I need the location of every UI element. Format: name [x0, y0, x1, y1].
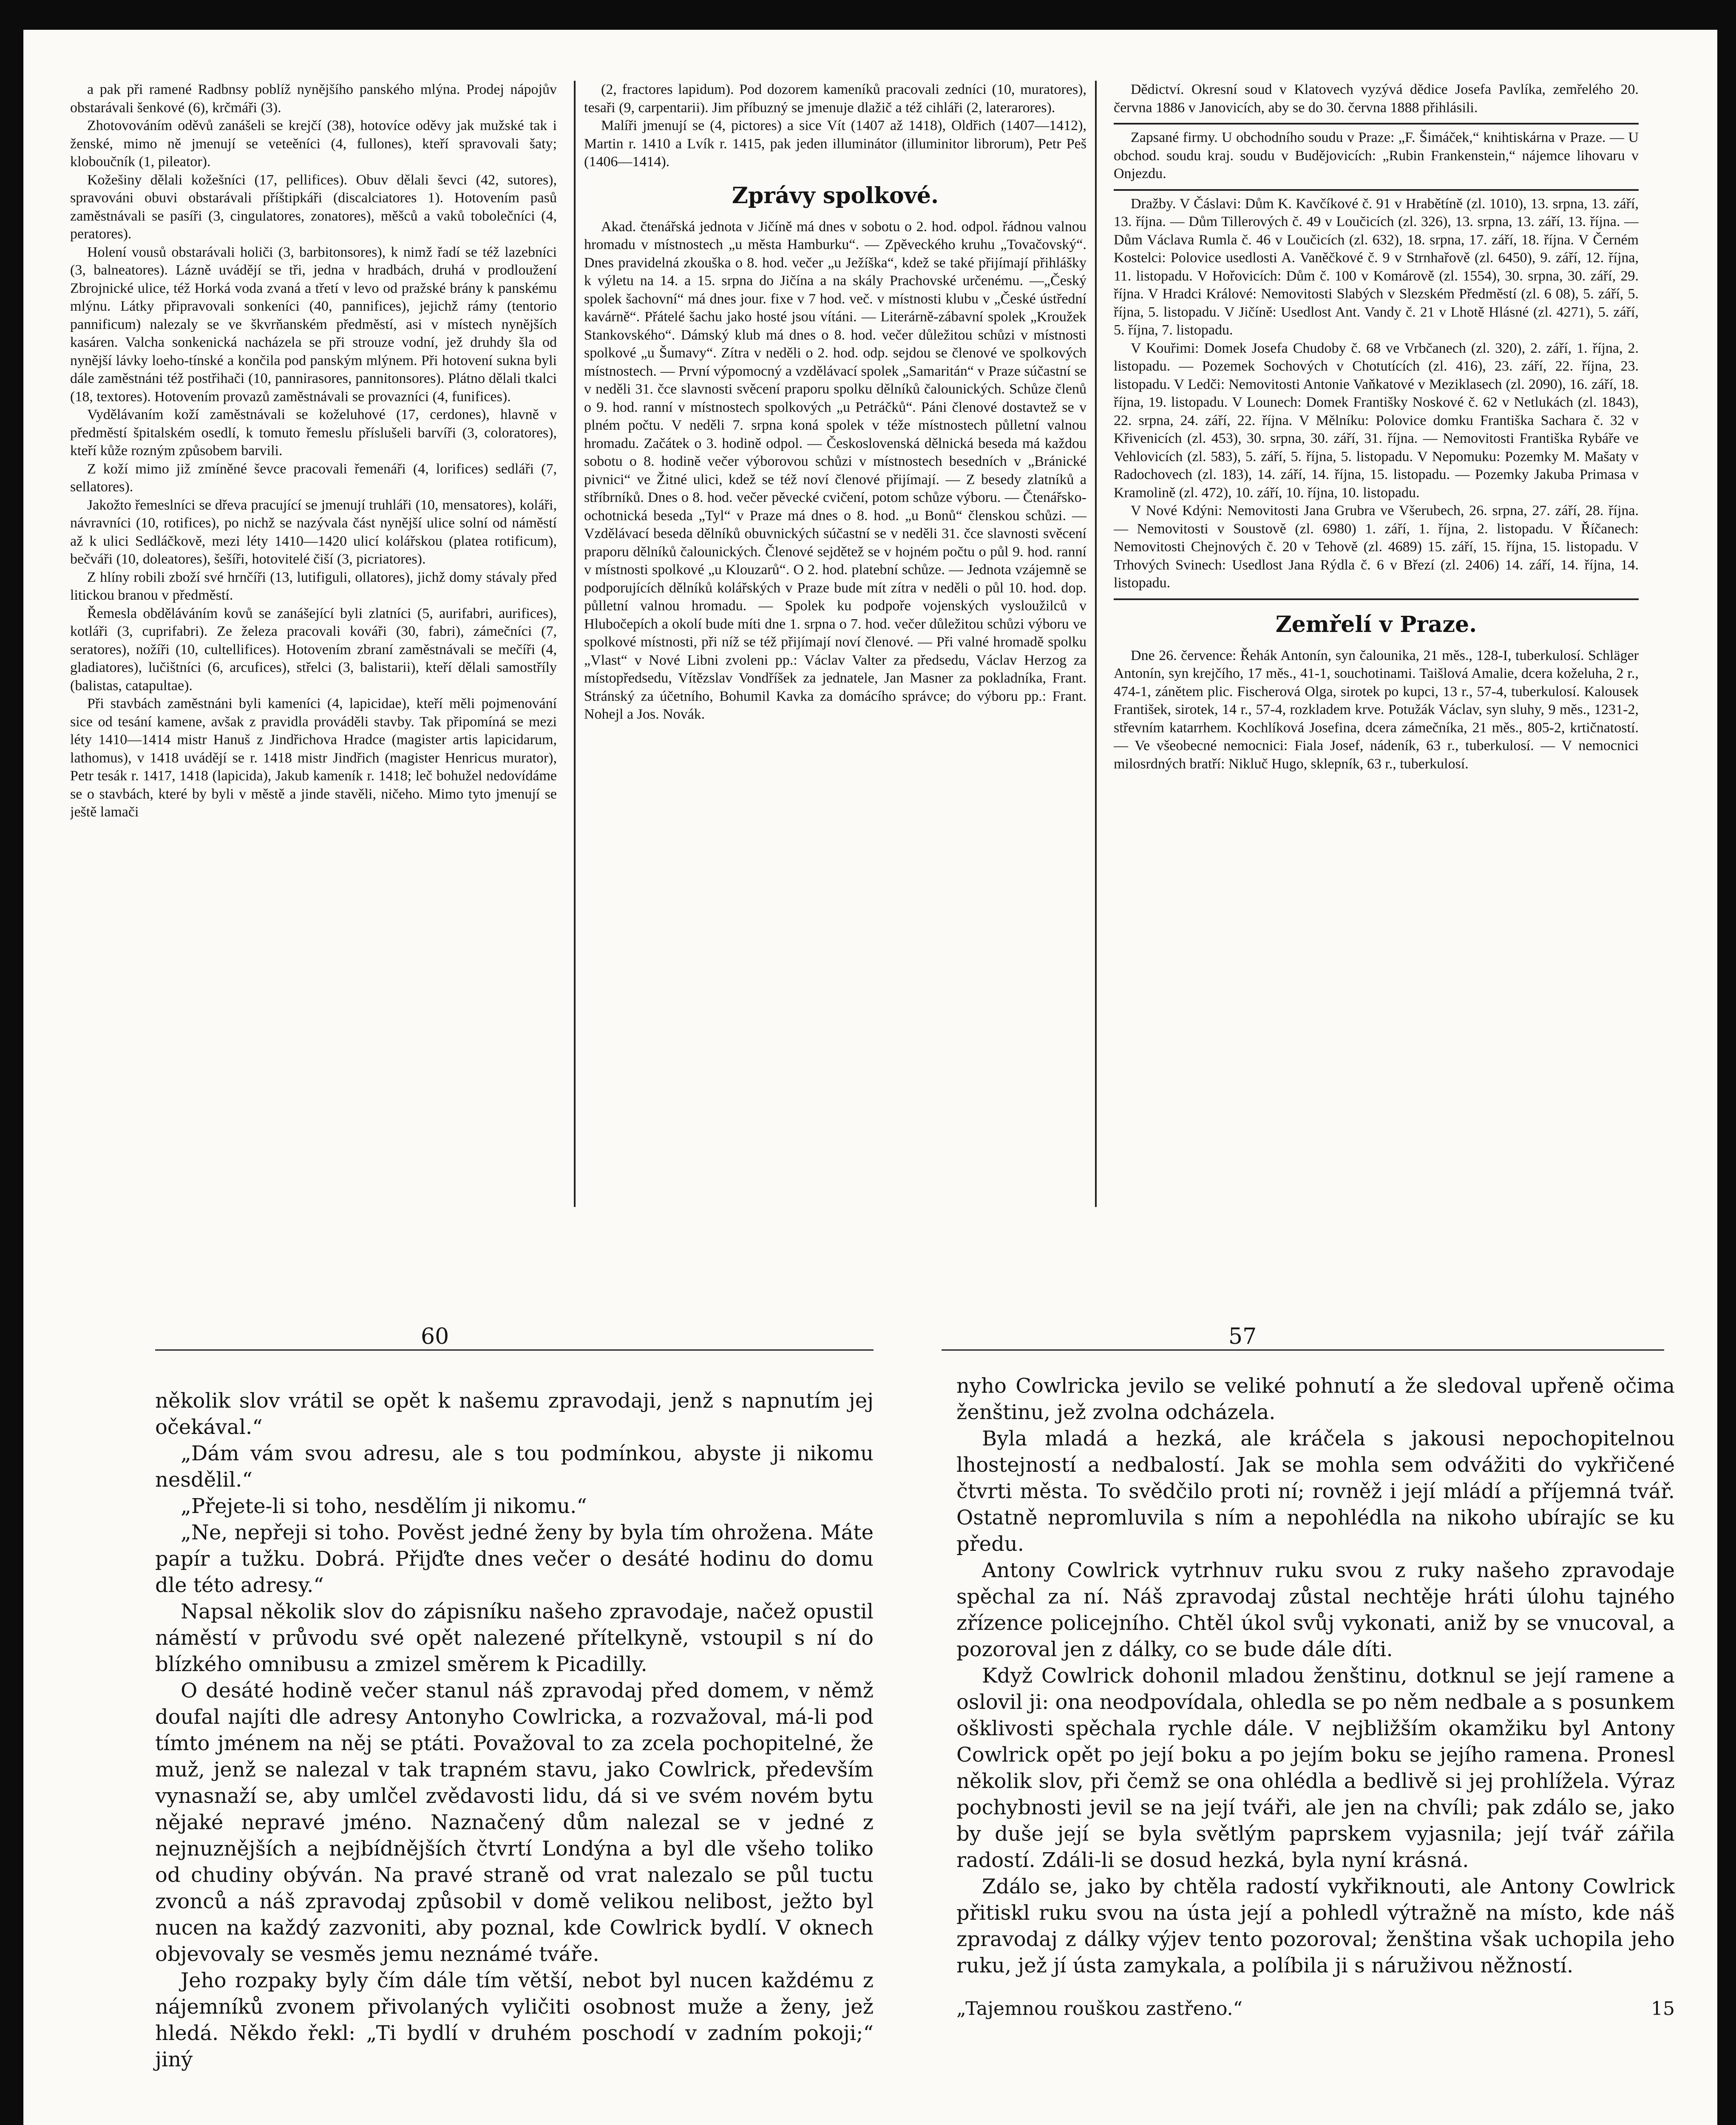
paragraph: „Dám vám svou adresu, ale s tou podmínkou, abyste ji nikomu nesdělil.“ [155, 1442, 874, 1492]
paragraph: Kožešiny dělali kožešníci (17, pellifices). Obuv dělali ševci (42, sutores), spravováni obuvi obstarávali příštipkáři (discalciatores 1). Hotovením pasů zaměstnávali se pasíři (3, cingulatores, zonatores), měšců a vaků tobolečníci (4, peratores). [70, 172, 557, 242]
paragraph: nyho Cowlricka jevilo se veliké pohnutí a že sledoval upřeně očima ženštinu, jež zvolna odcházela. [956, 1374, 1675, 1424]
signature-number: 15 [1651, 1998, 1675, 2020]
paragraph: Dědictví. Okresní soud v Klatovech vyzývá dědice Josefa Pavlíka, zemřelého 20. června 1886 v Janovicích, aby se do 30. června 1888 přihlásili. [1114, 82, 1639, 116]
paragraph: Zapsané firmy. U obchodního soudu v Praze: „F. Šimáček,“ knihtiskárna v Praze. — U obchod. soudu kraj. soudu v Budějovicích: „Rubin Frankenstein,“ nájemce lihovaru v Onjezdu. [1114, 130, 1639, 181]
paragraph: Řemesla obděláváním kovů se zanášející byli zlatníci (5, aurifabri, aurifices), kotláři (3, cuprifabri). Ze železa pracovali kováři (30, fabri), zámečníci (7, seratores), nožíři (10, cultellifices). Hotovením zbraní zaměstnávali se mečíři (4, gladiatores), lučištníci (6, arcufices), střelci (3, balistarii), kteří dělali samostříly (balistas, catapultae). [70, 605, 557, 694]
paragraph: „Přejete-li si toho, nesdělím ji nikomu.“ [181, 1494, 587, 1518]
paragraph: Z koží mimo již zmíněné ševce pracovali řemenáři (4, lorifices) sedláři (7, sellatores). [70, 461, 557, 495]
paragraph: Holení vousů obstarávali holiči (3, barbitonsores), k nimž řadí se též lazebníci (3, balneatores). Lázně uvádějí se tři, jedna v hradbách, druhá v prodloužení Zbrojnické ulice, též Horká voda zvaná a třetí v levo od pražské brány k panskému mlýnu. Látky připravovali sonkeníci (40, pannifices), jejichž rámy (tentorio pannificum) nalezaly se ve škvrňanském předměstí, asi v místech nynějších kasáren. Valcha sonkenická nacházela se při strouze vodní, jež druhdy šla od nynější lávky loeho-tínské a končila pod panským mlýnem. Při hotovení sukna byli dále zaměstnáni též postřihači (10, pannirasores, pannitonsores). Plátno dělali tkalci (18, textores). Hotovením provazů zaměstnávali se provazníci (4, funifices). [70, 244, 557, 405]
page-number-rule [155, 1349, 874, 1351]
paragraph: Dne 26. července: Řehák Antonín, syn čalounika, 21 měs., 128-I, tuberkulosí. Schläger Antonín, syn krejčího, 17 měs., 41-1, souchotinami. Taišlová Amalie, dcera koželuha, 2 r., 474-1, zánětem plic. Fischerová Olga, sirotek po kupci, 13 r., 57-4, tuberkulosí. Kalousek František, sirotek, 14 r., 57-4, rozkladem krve. Potužák Václav, syn sluhy, 9 měs., 1231-2, střevním katarrhem. Kochlíková Josefina, dcera zámečníka, 21 měs., 805-2, krtičnatostí. — Ve všeobecné nemocnici: Fiala Josef, nádeník, 63 r., tuberkulosí. — V nemocnici milosrdných bratří: Nikluč Hugo, sklepník, 63 r., tuberkulosí. [1114, 647, 1639, 772]
paragraph: Když Cowlrick dohonil mladou ženštinu, dotknul se její ramene a oslovil ji: ona neodpovídala, ohledla se po něm nedbale a s posunkem ošklivosti spěchala rychle dále. V nejbližším okamžiku byl Antony Cowlrick opět po její boku a po jejím boku se jejího ramena. Pronesl několik slov, při čemž se ona ohlédla a bedlivě si jej prohlížela. Výraz pochybnosti jevil se na její tváři, ale jen na chvíli; pak zdálo se, jako by duše její se byla světlým paprskem vyjasnila; její tvář zářila radostí. Zdáli-li se dosud hezká, byla nyní krásná. [956, 1664, 1675, 1872]
paragraph: Zhotovováním oděvů zanášeli se krejčí (38), hotovíce oděvy jak mužské tak i ženské, mimo ně jmenují se veteěníci (4, fullones), kteří spravovali šaty; kloboučník (1, pileator). [70, 118, 557, 170]
paragraph: Akad. čtenářská jednota v Jičíně má dnes v sobotu o 2. hod. odpol. řádnou valnou hromadu v místnostech „u města Hamburku“. — Zpěveckého kruhu „Tovačovský“. Dnes pravidelná zkouška o 8. hod. večer „u Ježíška“, kdež se také přijímají přihlášky k výletu na 14. a 15. srpna do Jičína a na skály Prachovské určenému. —„Český spolek šachovní“ má dnes jour. fixe v 7 hod. več. v místnosti klubu v „České ústřední kavárně“. Přátelé šachu jako hosté jsou vítáni. — Literárně-zábavní spolek „Kroužek Stankovského“. Dámský klub má dnes o 8. hod. večer důležitou schůzi v místnosti spolkové „u Šumavy“. Zítra v neděli o 2. hod. odp. sejdou se členové ve spolkových místnostech. — První výpomocný a vzdělávací spolek „Samaritán“ v Praze súčastní se v neděli 31. čce slavnosti svěcení praporu spolku dělníků čalounických. Schůze členů o 9. hod. ranní v místnostech spolkových „u Petráčků“. Páni členové dostavtež se v plném počtu. V neděli 7. srpna koná spolek v téže místnostech půlletní valnou hromadu. Začátek o 3. hodině odpol. — Československá dělnická beseda má každou sobotu o 8. hodině večer výborovou schůzi v místnostech besedních v „Bránické pivnici“ ve Žitné ulici, kdež se též noví členové přijímají. — Z besedy zlatníků a stříbrníků. Dnes o 8. hod. večer pěvecké cvičení, potom schůze výboru. — Čtenářsko-ochotnická beseda „Tyl“ v Praze má dnes o 8. hod. „u Bonů“ členskou schůzi. — Vzdělávací beseda dělníků obuvnických súčastní se v neděli 31. čce slavnosti svěcení praporu dělníků čalounických. Členové sejdětež se v hojném počtu o půl 9. hod. ranní v místnosti spolkové „u Klouzarů“. O 2. hod. platební schůze. — Jednota vzájemně se podporujících dělníků kolářských v Praze bude mít zítra v neděli o půl 10. hod. dop. půlletní valnou hromadu. — Spolek ku podpoře vojenských vysloužilců v Hlubočepích a okolí bude míti dne 1. srpna o 7. hod. večer důležitou schůzi výboru ve spolkové místnosti, při níž se též přijímají noví členové. — Při valné hromadě spolku „Vlast“ v Nové Libni zvoleni pp.: Václav Valter za předsedu, Václav Herzog za místopředsedu, Vítězslav Vondříšek za jednatele, Jan Masner za pokladníka, Frant. Stránský za účetního, Bohumil Kavka za domácího správce; do výboru pp.: Frant. Nohejl a Jos. Novák. [584, 218, 1086, 722]
divider [1114, 598, 1639, 600]
column-2 [574, 81, 1097, 1207]
signature-line [956, 1996, 1675, 2022]
paragraph: Jakožto řemeslníci se dřeva pracující se jmenují truhláři (10, mensatores), koláři, návravníci (10, rotifices), po nichž se nazývala část nynější ulice solní od náměstí až k ulici Sedláčkově, mezi léty 1410—1420 ulicí kolářskou (platea rotificum), bečváři (10, doleatores), šešíři, hotovitelé čiší (3, picriatores). [70, 497, 557, 567]
book-page-right [956, 1373, 1675, 2022]
paragraph: Byla mladá a hezká, ale kráčela s jakousi nepochopitelnou lhostejností a nedbalostí. Jak se mohla sem odvážiti do vykřičené čtvrti města. To svědčilo proti ní; rovněž i její mládí a příjemná tvář. Ostatně nepromluvila s ním a nepohlédla na nikoho ubírajíc se ku předu. [956, 1427, 1675, 1556]
paragraph: Při stavbách zaměstnáni byli kameníci (4, lapicidae), kteří měli pojmenování sice od tesání kamene, avšak z pravidla prováděli stavby. Tak připomíná se mezi léty 1410—1414 mistr Hanuš z Jindřichova Hradce (magister artis lapicidarum, lathomus), v 1418 uvádějí se r. 1418 mistr Jindřich (magister Henricus murator), Petr tesák r. 1417, 1418 (lapicida), Jakub kameník r. 1418; leč bohužel nedovídáme se o stavbách, které by byli v městě a jinde stavěli, ničeho. Mimo tyto jmenují se ještě lamači [70, 696, 557, 820]
divider [1114, 123, 1639, 125]
divider [1114, 189, 1639, 191]
paragraph: V Nové Kdýni: Nemovitosti Jana Grubra ve Všerubech, 26. srpna, 27. září, 28. října. — Nemovitosti v Soustově (zl. 6980) 1. září, 1. října, 2. listopadu. V Říčanech: Nemovitosti Chejnových č. 20 v Tehově (zl. 4689) 15. září, 15. října, 15. listopadu. V Trhových Svinech: Usedlost Jana Rýdla č. 6 v Březí (zl. 2406) 14. září, 14. října, 14. listopadu. [1114, 503, 1639, 591]
paragraph: Z hlíny robili zboží své hrnčíři (13, lutifiguli, ollatores), jichž domy stávaly před litickou branou v předměstí. [70, 569, 557, 603]
paragraph: a pak při ramené Radbnsy poblíž nynějšího panského mlýna. Prodej nápojův obstarávali šenkové (6), krčmáři (3). [70, 82, 557, 116]
book-pages [70, 1324, 1677, 2125]
paragraph: Vydělávaním koží zaměstnávali se koželuhové (17, cerdones), hlavně v předměstí špitalském osedlí, k tomuto řemeslu příslušeli barvíři (3, coloratores), kteří kůže rozným způsobem barvili. [70, 407, 557, 459]
paragraph: O desáté hodině večer stanul náš zpravodaj před domem, v němž doufal najíti dle adresy Antonyho Cowlricka, a rozvažoval, má-li pod tímto jménem na něj se ptáti. Považoval to za zcela pochopitelné, že muž, jenž se nalezal v tak trapném stavu, jako Cowlrick, především vynasnaží se, aby umlčel zvědavosti lidu, dá si ve svém novém bytu nějaké nepravé jméno. Naznačený dům nalezal se v jedné z nejnuznějších a nejbídnějších čtvrtí Londýna a byl dle všeho toliko od chudiny obýván. Na pravé straně od vrat nalezalo se půl tuctu zvonců a náš zpravodaj způsobil v domě velikou nelibost, ježto byl nucen na každý zazvoniti, aby poznal, kde Cowlrick bydlí. V oknech objevovaly se vesměs jemu neznámé tváře. [155, 1679, 874, 1966]
page-number: 60 [421, 1324, 449, 1349]
paragraph: Dražby. V Čáslavi: Dům K. Kavčíkové č. 91 v Hrabětíně (zl. 1010), 13. srpna, 13. září, 13. října. — Dům Tillerových č. 49 v Loučicích (zl. 326), 13. srpna, 13. září, 13. října. — Dům Václava Rumla č. 46 v Loučicích (zl. 632), 18. srpna, 17. září, 18. října. V Černém Kostelci: Polovice usedlosti A. Vaněčkové č. 9 v Strnhařově (zl. 6450), 9. září, 12. října, 11. listopadu. V Hořovicích: Dům č. 100 v Komárově (zl. 1554), 30. srpna, 30. září, 29. října. V Hradci Králové: Nemovitosti Slabých v Slezském Předměstí (zl. 6 08), 5. září, 5. října, 5. listopadu. V Jičíně: Usedlost Ant. Vandy č. 21 v Lhotě Hlásné (zl. 4271), 5. září, 5. října, 7. listopadu. [1114, 196, 1639, 338]
column-3 [1114, 81, 1639, 1207]
paragraph: „Ne, nepřeji si toho. Pověst jedné ženy by byla tím ohrožena. Máte papír a tužku. Dobrá. Přijďte dnes večer o desáté hodinu do domu dle této adresy.“ [155, 1521, 874, 1597]
news-columns [70, 81, 1677, 1207]
paragraph: několik slov vrátil se opět k našemu zpravodaji, jenž s napnutím jej očekával.“ [155, 1389, 874, 1439]
book-page-left [155, 1388, 874, 2073]
page-number: 57 [1228, 1324, 1257, 1349]
paragraph: Jeho rozpaky byly čím dále tím větší, nebot byl nucen každému z nájemníků zvonem přivolaných vyličiti osobnost muže a ženy, jež hledá. Někdo řekl: „Ti bydlí v druhém poschodí v zadním pokoji;“ jiný [155, 1969, 874, 2071]
paragraph: Antony Cowlrick vytrhnuv ruku svou z ruky našeho zpravodaje spěchal za ní. Náš zpravodaj zůstal nechtěje hráti úlohu tajného zřízence policejního. Chtěl úkol svůj vykonati, aniž by se vnucoval, a pozoroval jen z dálky, co se bude dále díti. [956, 1558, 1675, 1661]
paragraph: V Kouřimi: Domek Josefa Chudoby č. 68 ve Vrbčanech (zl. 320), 2. září, 1. října, 2. listopadu. — Pozemek Sochových v Chotutících (zl. 416), 23. září, 22. října, 23. listopadu. V Ledči: Nemovitosti Antonie Vaňkatové v Meziklasech (zl. 2090), 16. září, 18. října, 19. listopadu. V Lounech: Domek Františky Noskové č. 62 v Netlukách (zl. 1843), 22. srpna, 24. září, 22. října. V Mělníku: Polovice domku Františka Sachara č. 32 v Křivenicích (zl. 453), 30. srpna, 30. září, 31. října. — Nemovitosti Františka Rybáře ve Vehlovicích (zl. 583), 5. září, 5. října, 5. listopadu. V Nepomuku: Pozemky M. Mašaty v Radochovech (zl. 183), 14. září, 14. října, 15. listopadu. — Pozemky Jakuba Primasa v Kramolině (zl. 472), 10. září, 10. října, 10. listopadu. [1114, 340, 1639, 501]
newspaper-page [23, 30, 1717, 2125]
paragraph: Zdálo se, jako by chtěla radostí vykřiknouti, ale Antony Cowlrick přitiskl ruku svou na ústa její a pohledl výtražně na místo, kde náš zpravodaj z dálky výjev tento pozoroval; ženština však uchopila jeho ruku, jež jí ústa zamykala, a políbila ji s náruživou něžností. [956, 1875, 1675, 1978]
footer-title: „Tajemnou rouškou zastřeno.“ [956, 1998, 1243, 2020]
paragraph: (2, fractores lapidum). Pod dozorem kameníků pracovali zedníci (10, muratores), tesaři (9, carpentarii). Jim příbuzný se jmenuje dlažič a též cihláři (2, laterarores). [584, 82, 1086, 116]
section-heading: Zemřelí v Praze. [1275, 611, 1477, 638]
column-1 [70, 81, 557, 1207]
page-number-rule [942, 1349, 1664, 1351]
paragraph: Malíři jmenují se (4, pictores) a sice Vít (1407 až 1418), Oldřich (1407—1412), Martin r. 1410 a Lvík r. 1415, pak jeden illuminátor (illuminitor librorum), Petr Peš (1406—1414). [584, 118, 1086, 170]
paragraph: Napsal několik slov do zápisníku našeho zpravodaje, načež opustil náměstí v průvodu své opět nalezené přítelkyně, vstoupil s ní do blízkého omnibusu a zmizel směrem k Picadilly. [155, 1600, 874, 1676]
section-heading: Zprávy spolkové. [732, 182, 939, 209]
